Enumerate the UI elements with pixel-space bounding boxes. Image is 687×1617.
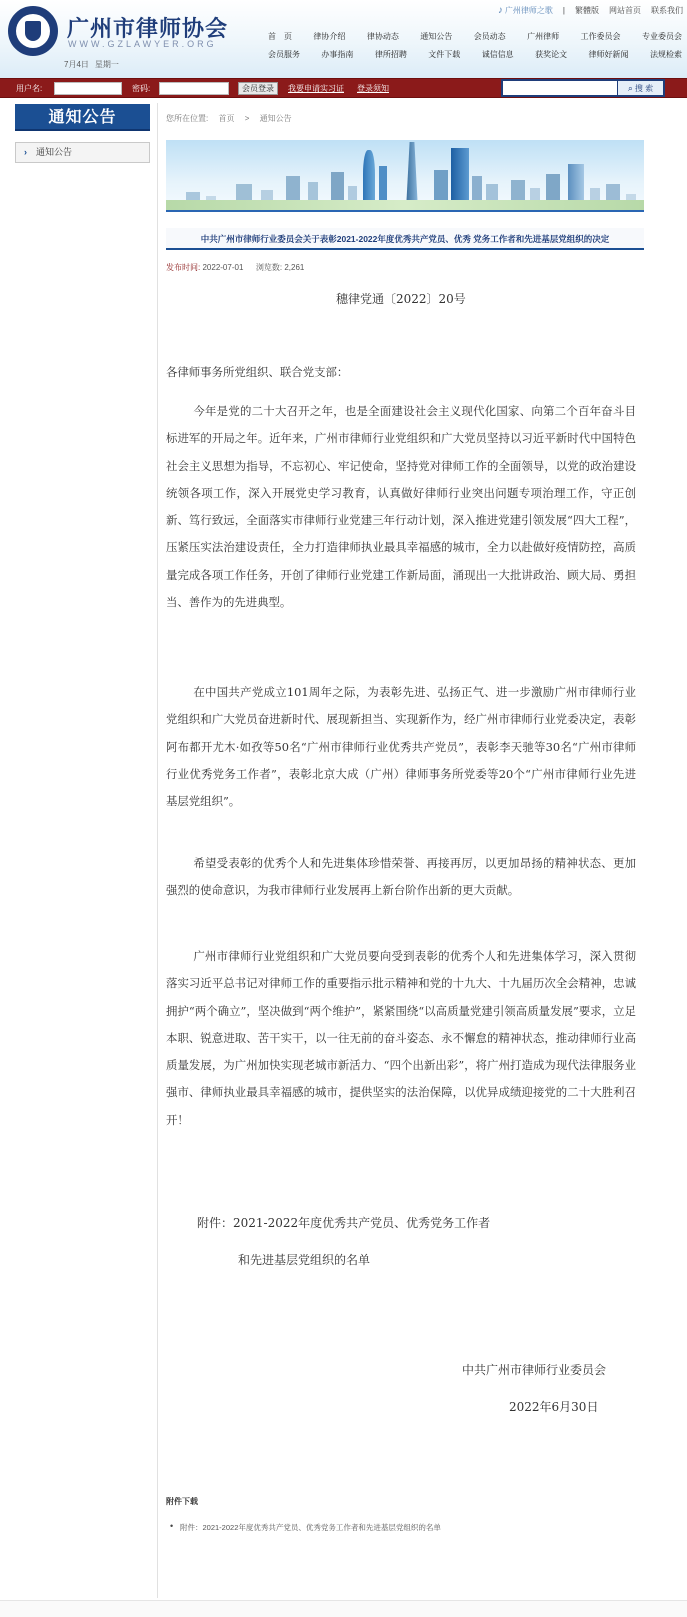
document-number: 穗律党通〔2022〕20号 xyxy=(336,292,466,306)
signature-date: 2022年6月30日 xyxy=(509,1400,599,1414)
paragraph-3: 希望受表彰的优秀个人和先进集体珍惜荣誉、再接再厉，以更加昂扬的精神状态、更加强烈的使命意识，为我市律师行业发展再上新台阶作出新的更大贡献。 xyxy=(166,856,636,898)
apply-internship-link[interactable]: 我要申请实习证 xyxy=(288,84,344,93)
link-divider: | xyxy=(562,6,565,15)
attachment-line-1: 附件：2021-2022年度优秀共产党员、优秀党务工作者 xyxy=(197,1216,491,1230)
nav-item-home[interactable]: 首 页 xyxy=(268,31,292,41)
sidebar-title: 通知公告 xyxy=(15,104,150,131)
nav-item-guide[interactable]: 办事指南 xyxy=(321,49,354,59)
skyline-banner-image xyxy=(166,140,644,212)
paragraph-1: 今年是党的二十大召开之年，也是全面建设社会主义现代化国家、向第二个百年奋斗目标进军的开局之年。近年来，广州市律师行业党组织和广大党员坚持以习近平新时代中国特色社会主义思想为指导，不忘初心、牢记使命，坚持党对律师工作的全面领导，以党的政治建设统领各项工作，深入开展党史学习教育，认真做好律师行业突出问题专项治理工作，守正创新、笃行致远，全面落实市律师行业党建三年行动计划，深入推进党建引领发展“四大工程”，压紧压实法治建设责任，全力打造律师执业最具幸福感的城市，全力以赴做好疫情防控，高质量完成各项工作任务，开创了律师行业党建工作新局面，涌现出一大批讲政治、顾大局、勇担当、善作为的先进典型。 xyxy=(166,404,636,610)
site-domain: WWW.GZLAWYER.ORG xyxy=(68,39,217,49)
publish-label: 发布时间: xyxy=(166,263,201,272)
search-box xyxy=(501,79,665,97)
search-button[interactable] xyxy=(617,81,663,95)
downloads-title: 附件下载 xyxy=(166,1497,198,1506)
paragraph-4: 广州市律师行业党组织和广大党员要向受到表彰的优秀个人和先进集体学习，深入贯彻落实习近平总书记对律师工作的重要指示批示精神和党的十九大、十九届历次全会精神，忠诚拥护“两个确立”，坚决做到“两个维护”，紧紧围绕“以高质量党建引领高质量发展”要求，立足本职、锐意进取、苦干实干，以一往无前的奋斗姿态、永不懈怠的精神状态，推动律师行业高质量发展，为广州加快实现老城市新活力、“四个出新出彩”，将广州打造成为现代法律服务业强市、律师执业最具幸福感的城市，提供坚实的法治保障，以优异成绩迎接党的二十大胜利召开！ xyxy=(166,949,636,1127)
nav-item-notices[interactable]: 通知公告 xyxy=(420,31,453,41)
nav-item-recruitment[interactable]: 律所招聘 xyxy=(374,49,407,59)
site-title[interactable]: 广州市律师协会 xyxy=(67,16,229,41)
password-input[interactable] xyxy=(159,82,229,95)
nav-item-news[interactable]: 律协动态 xyxy=(366,31,399,41)
column-divider xyxy=(157,103,158,1598)
lawyers-association-emblem-icon[interactable] xyxy=(8,6,58,56)
song-link[interactable]: 广州律师之歌 xyxy=(504,6,553,15)
paragraph-2: 在中国共产党成立101周年之际，为表彰先进、弘扬正气、进一步激励广州市律师行业党组织和广大党员奋进新时代、展现新担当、实现新作为，经广州市律师行业党委决定，表彰阿布都开尤木·如孜等50名“广州市律师行业优秀共产党员”，表彰李天驰等30名“广州市律师行业优秀党务工作者”，表彰北京大成（广州）律师事务所党委等20个“广州市律师行业先进基层党组织”。 xyxy=(166,685,636,809)
search-icon: ⌕ xyxy=(627,82,633,93)
nav-item-lawyer-good-news[interactable]: 律师好新闻 xyxy=(588,49,629,59)
search-button-label: 搜 索 xyxy=(634,83,654,93)
publish-date: 2022-07-01 xyxy=(202,263,244,272)
password-label: 密码: xyxy=(132,84,151,93)
breadcrumb-home[interactable]: 首页 xyxy=(218,114,235,123)
breadcrumb-prefix: 您所在位置: xyxy=(166,114,209,123)
greeting: 各律师事务所党组织、联合党支部： xyxy=(166,365,349,379)
breadcrumb-current[interactable]: 通知公告 xyxy=(259,114,292,123)
search-input[interactable] xyxy=(503,81,617,95)
download-link[interactable]: • 附件：2021-2022年度优秀共产党员、优秀党务工作者和先进基层党组织的名单 xyxy=(180,1522,441,1533)
nav-item-integrity[interactable]: 诚信信息 xyxy=(481,49,514,59)
article-meta xyxy=(166,262,304,273)
article-title: 中共广州市律师行业委员会关于表彰2021-2022年度优秀共产党员、优秀 党务工作者和先进基层党组织的决定 xyxy=(166,228,644,250)
top-links xyxy=(498,5,683,16)
attachment-line-2: 和先进基层党组织的名单 xyxy=(238,1253,371,1267)
nav-item-guangzhou-lawyers[interactable]: 广州律师 xyxy=(527,31,560,41)
music-note-icon: ♪ xyxy=(497,5,503,16)
breadcrumb-separator: > xyxy=(244,114,250,123)
site-header xyxy=(0,0,687,78)
sidebar-item-notices[interactable] xyxy=(15,142,150,163)
views-count: 2,261 xyxy=(284,263,305,272)
views-label: 浏览数: xyxy=(255,263,283,272)
home-link[interactable]: 网站首页 xyxy=(609,6,641,15)
sidebar-item-label: 通知公告 xyxy=(36,147,73,157)
member-login-button[interactable]: 会员登录 xyxy=(238,82,278,95)
nav-item-downloads[interactable]: 文件下载 xyxy=(428,49,461,59)
date-text: 7月4日 xyxy=(64,60,89,69)
traditional-chinese-link[interactable]: 繁體版 xyxy=(575,6,599,15)
nav-row-2 xyxy=(268,45,682,63)
nav-item-award-papers[interactable]: 获奖论文 xyxy=(535,49,568,59)
username-input[interactable] xyxy=(54,82,122,95)
nav-item-professional-committee[interactable]: 专业委员会 xyxy=(641,31,682,41)
nav-item-work-committee[interactable]: 工作委员会 xyxy=(580,31,621,41)
username-label: 用户名: xyxy=(16,84,43,93)
weekday-text: 星期一 xyxy=(94,60,119,69)
nav-item-member-news[interactable]: 会员动态 xyxy=(473,31,506,41)
current-date xyxy=(64,59,125,70)
nav-item-member-service[interactable]: 会员服务 xyxy=(268,49,300,59)
login-help-link[interactable]: 登录须知 xyxy=(357,84,389,93)
nav-item-law-search[interactable]: 法规检索 xyxy=(649,49,682,59)
nav-row-1 xyxy=(268,27,682,45)
chevron-right-icon: › xyxy=(24,147,27,157)
nav-item-about[interactable]: 律协介绍 xyxy=(313,31,346,41)
breadcrumb xyxy=(166,113,300,124)
main-nav xyxy=(268,27,682,63)
signature-organization: 中共广州市律师行业委员会 xyxy=(462,1363,607,1377)
footer-divider xyxy=(0,1600,687,1617)
contact-link[interactable]: 联系我们 xyxy=(651,6,683,15)
